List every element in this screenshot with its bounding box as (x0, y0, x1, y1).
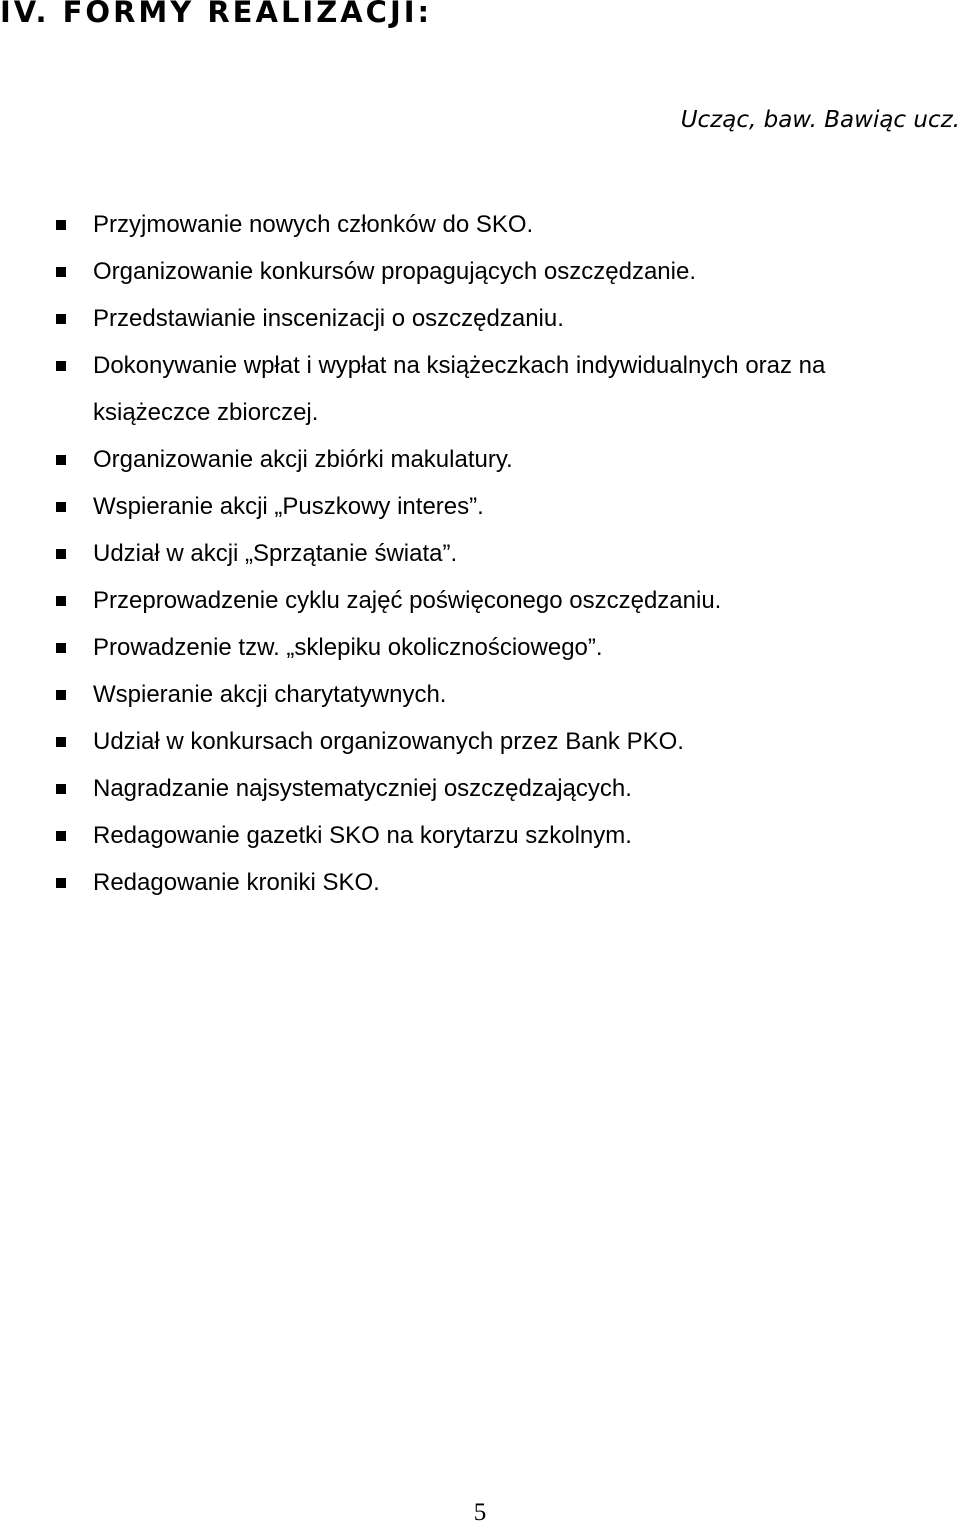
square-bullet-icon (56, 455, 66, 465)
square-bullet-icon (56, 690, 66, 700)
list-item-text: Redagowanie gazetki SKO na korytarzu szkolnym. (93, 822, 632, 849)
list-item (0, 718, 940, 765)
list-item (0, 859, 940, 906)
list-item (0, 765, 940, 812)
square-bullet-icon (56, 220, 66, 230)
list-item (0, 577, 940, 624)
list-item-text: Dokonywanie wpłat i wypłat na książeczkach indywidualnych oraz na książeczce zbiorczej. (93, 352, 826, 426)
list-item (0, 248, 940, 295)
list-item (0, 201, 940, 248)
square-bullet-icon (56, 549, 66, 559)
square-bullet-icon (56, 737, 66, 747)
square-bullet-icon (56, 502, 66, 512)
square-bullet-icon (56, 361, 66, 371)
list-item-text: Udział w akcji „Sprzątanie świata”. (93, 540, 458, 567)
list-item (0, 530, 940, 577)
activity-list (0, 201, 940, 906)
list-item-text: Przeprowadzenie cyklu zajęć poświęconego oszczędzaniu. (93, 587, 722, 614)
square-bullet-icon (56, 831, 66, 841)
list-item-text: Przyjmowanie nowych członków do SKO. (93, 211, 534, 238)
square-bullet-icon (56, 643, 66, 653)
list-item (0, 624, 940, 671)
list-item-text: Przedstawianie inscenizacji o oszczędzaniu. (93, 305, 564, 332)
list-item (0, 436, 940, 483)
list-item (0, 483, 940, 530)
square-bullet-icon (56, 267, 66, 277)
list-item (0, 342, 940, 436)
list-item-text: Organizowanie akcji zbiórki makulatury. (93, 446, 513, 473)
section-heading: IV. FORMY REALIZACJI: (0, 0, 433, 29)
square-bullet-icon (56, 314, 66, 324)
list-item-text: Wspieranie akcji „Puszkowy interes”. (93, 493, 484, 520)
list-item-text: Prowadzenie tzw. „sklepiku okolicznościowego”. (93, 634, 603, 661)
page-number: 5 (473, 1499, 487, 1526)
list-item-text: Redagowanie kroniki SKO. (93, 869, 380, 896)
square-bullet-icon (56, 784, 66, 794)
list-item-text: Udział w konkursach organizowanych przez Bank PKO. (93, 728, 684, 755)
list-item (0, 812, 940, 859)
square-bullet-icon (56, 878, 66, 888)
square-bullet-icon (56, 596, 66, 606)
list-item-text: Organizowanie konkursów propagujących oszczędzanie. (93, 258, 696, 285)
motto: Ucząc, baw. Bawiąc ucz. (680, 107, 960, 133)
list-item-text: Wspieranie akcji charytatywnych. (93, 681, 447, 708)
list-item (0, 671, 940, 718)
list-item-text: Nagradzanie najsystematyczniej oszczędzających. (93, 775, 632, 802)
list-item (0, 295, 940, 342)
